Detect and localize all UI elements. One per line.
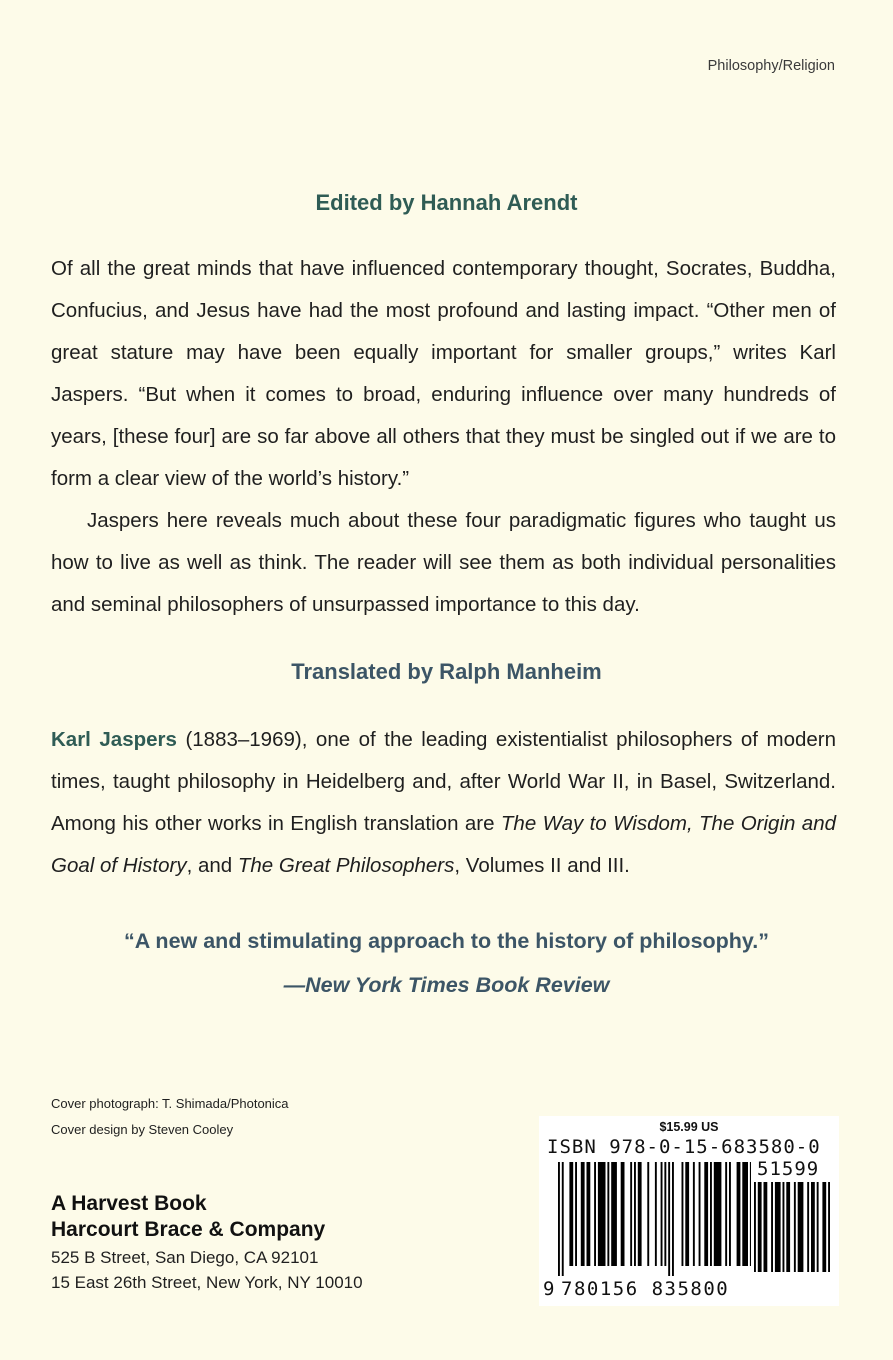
book-title-2: The Great Philosophers <box>237 854 455 877</box>
barcode-bar <box>634 1162 636 1266</box>
barcode-bar <box>704 1162 708 1266</box>
barcode-first-digit: 9 <box>543 1278 555 1300</box>
barcode-bar <box>575 1162 577 1266</box>
addon-barcode <box>753 1182 833 1276</box>
publisher-name: Harcourt Brace & Company <box>51 1218 326 1241</box>
barcode-bar <box>775 1182 781 1272</box>
barcode-bar <box>828 1182 830 1272</box>
design-credit: Cover design by Steven Cooley <box>51 1122 234 1137</box>
barcode-bar <box>647 1162 649 1266</box>
bio-text-2: , and <box>186 854 238 877</box>
barcode-bar <box>672 1162 674 1276</box>
translator-credit: Translated by Ralph Manheim <box>291 659 602 684</box>
barcode-bar <box>569 1162 573 1266</box>
barcode-bar <box>594 1162 596 1266</box>
barcode-bar <box>558 1162 560 1276</box>
category-label: Philosophy/Religion <box>707 58 835 74</box>
review-source: —New York Times Book Review <box>283 973 610 997</box>
barcode-bar <box>630 1162 632 1266</box>
barcode-bar <box>771 1182 773 1272</box>
ean-barcode <box>557 1162 751 1276</box>
barcode-bar <box>798 1182 804 1272</box>
barcode-bar <box>562 1162 564 1276</box>
barcode-bar <box>621 1162 625 1266</box>
barcode-bar <box>710 1162 712 1266</box>
barcode-bar <box>685 1162 689 1266</box>
author-name: Karl Jaspers <box>51 728 177 751</box>
publisher-imprint: A Harvest Book <box>51 1192 207 1215</box>
barcode-bar <box>664 1162 666 1266</box>
barcode-bar <box>725 1162 727 1266</box>
bio-text-3: , Volumes II and III. <box>454 854 630 877</box>
barcode-bar <box>598 1162 606 1266</box>
barcode-bar <box>794 1182 796 1272</box>
barcode-bar <box>742 1162 748 1266</box>
publisher-address-2: 15 East 26th Street, New York, NY 10010 <box>51 1273 363 1292</box>
barcode-bar <box>655 1162 657 1266</box>
barcode-bar <box>581 1162 585 1266</box>
barcode-bar <box>807 1182 809 1272</box>
barcode-bar <box>587 1162 591 1266</box>
barcode-bar <box>754 1182 756 1272</box>
barcode-block <box>539 1116 839 1306</box>
price-label: $15.99 US <box>659 1120 719 1134</box>
barcode-bar <box>737 1162 741 1266</box>
barcode-bar <box>817 1182 819 1272</box>
barcode-bar <box>661 1162 663 1266</box>
barcode-bar <box>786 1182 790 1272</box>
barcode-bar <box>729 1162 731 1266</box>
description-paragraph-1: Of all the great minds that have influenced contemporary thought, Socrates, Buddha, Confucius, and Jesus have had the most profound and lasting impact. “Other men of great stature may have been equally important for smaller groups,” writes Karl Jaspers. “But when it comes to broad, enduring influence over many hundreds of years, [these four] are so far above all others that they must be singled out if we are to form a clear view of the world’s history.” <box>51 257 836 490</box>
barcode-bar <box>668 1162 670 1276</box>
publisher-address-1: 525 B Street, San Diego, CA 92101 <box>51 1248 319 1267</box>
barcode-bar <box>811 1182 815 1272</box>
photo-credit: Cover photograph: T. Shimada/Photonica <box>51 1096 289 1111</box>
description-paragraph-2: Jaspers here reveals much about these four paradigmatic figures who taught us how to live as well as think. The reader will see them as both individual personalities and seminal philosophers of unsurpassed importance to this day. <box>51 509 836 616</box>
barcode-bar <box>822 1182 826 1272</box>
price-code-label: 51599 <box>757 1158 820 1180</box>
barcode-bar <box>764 1182 768 1272</box>
bio-text-1: (1883–1969), one of the leading existentialist philosophers of modern times, taught philosophy in Heidelberg and, after World War II, in Basel, Switzerland. Among his other works in English translation are <box>51 728 836 835</box>
barcode-digits: 780156 835800 <box>561 1278 730 1300</box>
barcode-bar <box>699 1162 701 1266</box>
author-bio <box>51 719 836 887</box>
barcode-bar <box>750 1162 751 1266</box>
barcode-bar <box>714 1162 722 1266</box>
barcode-bar <box>607 1162 609 1266</box>
barcode-bar <box>758 1182 762 1272</box>
barcode-bar <box>783 1182 785 1272</box>
review-quote: “A new and stimulating approach to the history of philosophy.” <box>123 929 770 953</box>
book-title-1: The Way to Wisdom, The Origin and Goal of History <box>51 812 836 877</box>
barcode-bar <box>611 1162 617 1266</box>
barcode-bar <box>638 1162 642 1266</box>
barcode-bar <box>682 1162 684 1266</box>
barcode-bar <box>693 1162 695 1266</box>
editor-credit: Edited by Hannah Arendt <box>315 190 578 215</box>
isbn-label: ISBN 978-0-15-683580-0 <box>547 1136 821 1158</box>
